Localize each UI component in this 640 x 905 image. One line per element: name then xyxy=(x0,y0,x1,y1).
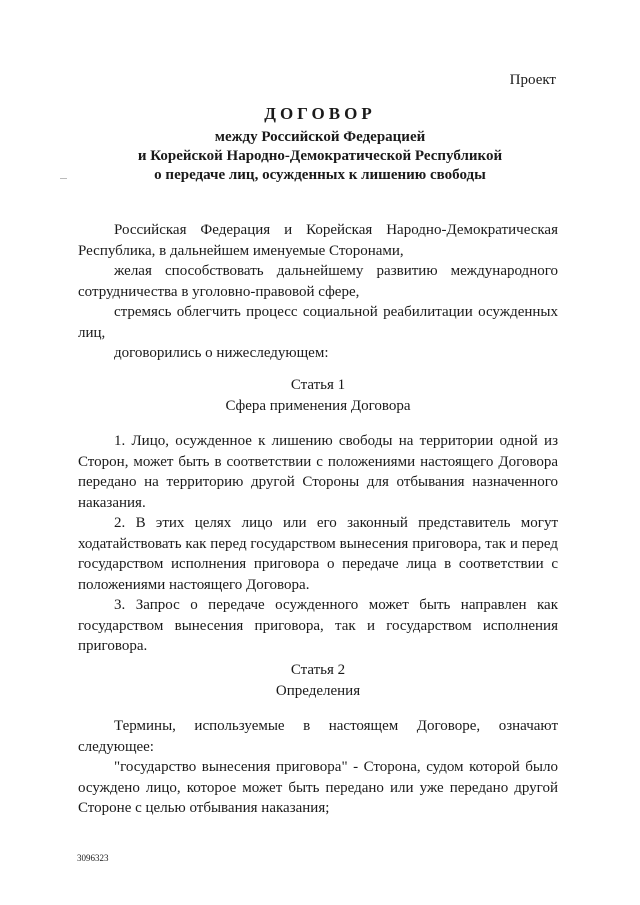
article-2 xyxy=(78,660,558,701)
subtitle-line: между Российской Федерацией xyxy=(214,129,426,145)
article-paragraph: Термины, используемые в настоящем Договоре, означают следующее: xyxy=(78,718,558,755)
subtitle-line: о передаче лиц, осужденных к лишению свободы xyxy=(154,167,486,183)
article-number: Статья 2 xyxy=(290,662,346,678)
preamble-paragraph: желая способствовать дальнейшему развитию международного сотрудничества в уголовно-правовой сфере, xyxy=(78,263,558,300)
preamble xyxy=(78,220,558,364)
article-title: Сфера применения Договора xyxy=(225,397,411,414)
article-title: Определения xyxy=(275,682,361,699)
document-title: ДОГОВОР xyxy=(264,104,376,123)
article-number: Статья 1 xyxy=(290,377,346,393)
preamble-paragraph: договорились о нижеследующем: xyxy=(114,345,329,361)
article-2-body xyxy=(78,716,558,819)
scan-mark xyxy=(60,178,67,179)
document-subtitle xyxy=(0,128,640,185)
article-paragraph: 3. Запрос о передаче осужденного может быть направлен как государством вынесения приговора, так и государством исполнения приговора. xyxy=(78,597,558,654)
document-number: 3096323 xyxy=(77,853,109,863)
article-1 xyxy=(78,375,558,416)
article-paragraph: "государство вынесения приговора" - Сторона, судом которой было осуждено лицо, которое может быть передано или уже передано другой Стороне с целью отбывания наказания; xyxy=(78,759,558,816)
article-1-body xyxy=(78,431,558,657)
subtitle-line: и Корейской Народно-Демократической Республикой xyxy=(137,148,503,164)
article-paragraph: 1. Лицо, осужденное к лишению свободы на территории одной из Сторон, может быть в соответствии с положениями настоящего Договора передано на территорию другой Стороны для отбывания назначенного наказания. xyxy=(78,433,558,511)
draft-label: Проект xyxy=(509,72,556,88)
preamble-paragraph: стремясь облегчить процесс социальной реабилитации осужденных лиц, xyxy=(78,304,558,341)
article-paragraph: 2. В этих целях лицо или его законный представитель могут ходатайствовать как перед государством вынесения приговора, так и перед государством исполнения приговора о передаче лица в соответствии с положениями настоящего Договора. xyxy=(78,515,558,593)
preamble-paragraph: Российская Федерация и Корейская Народно-Демократическая Республика, в дальнейшем именуемые Сторонами, xyxy=(78,222,558,259)
